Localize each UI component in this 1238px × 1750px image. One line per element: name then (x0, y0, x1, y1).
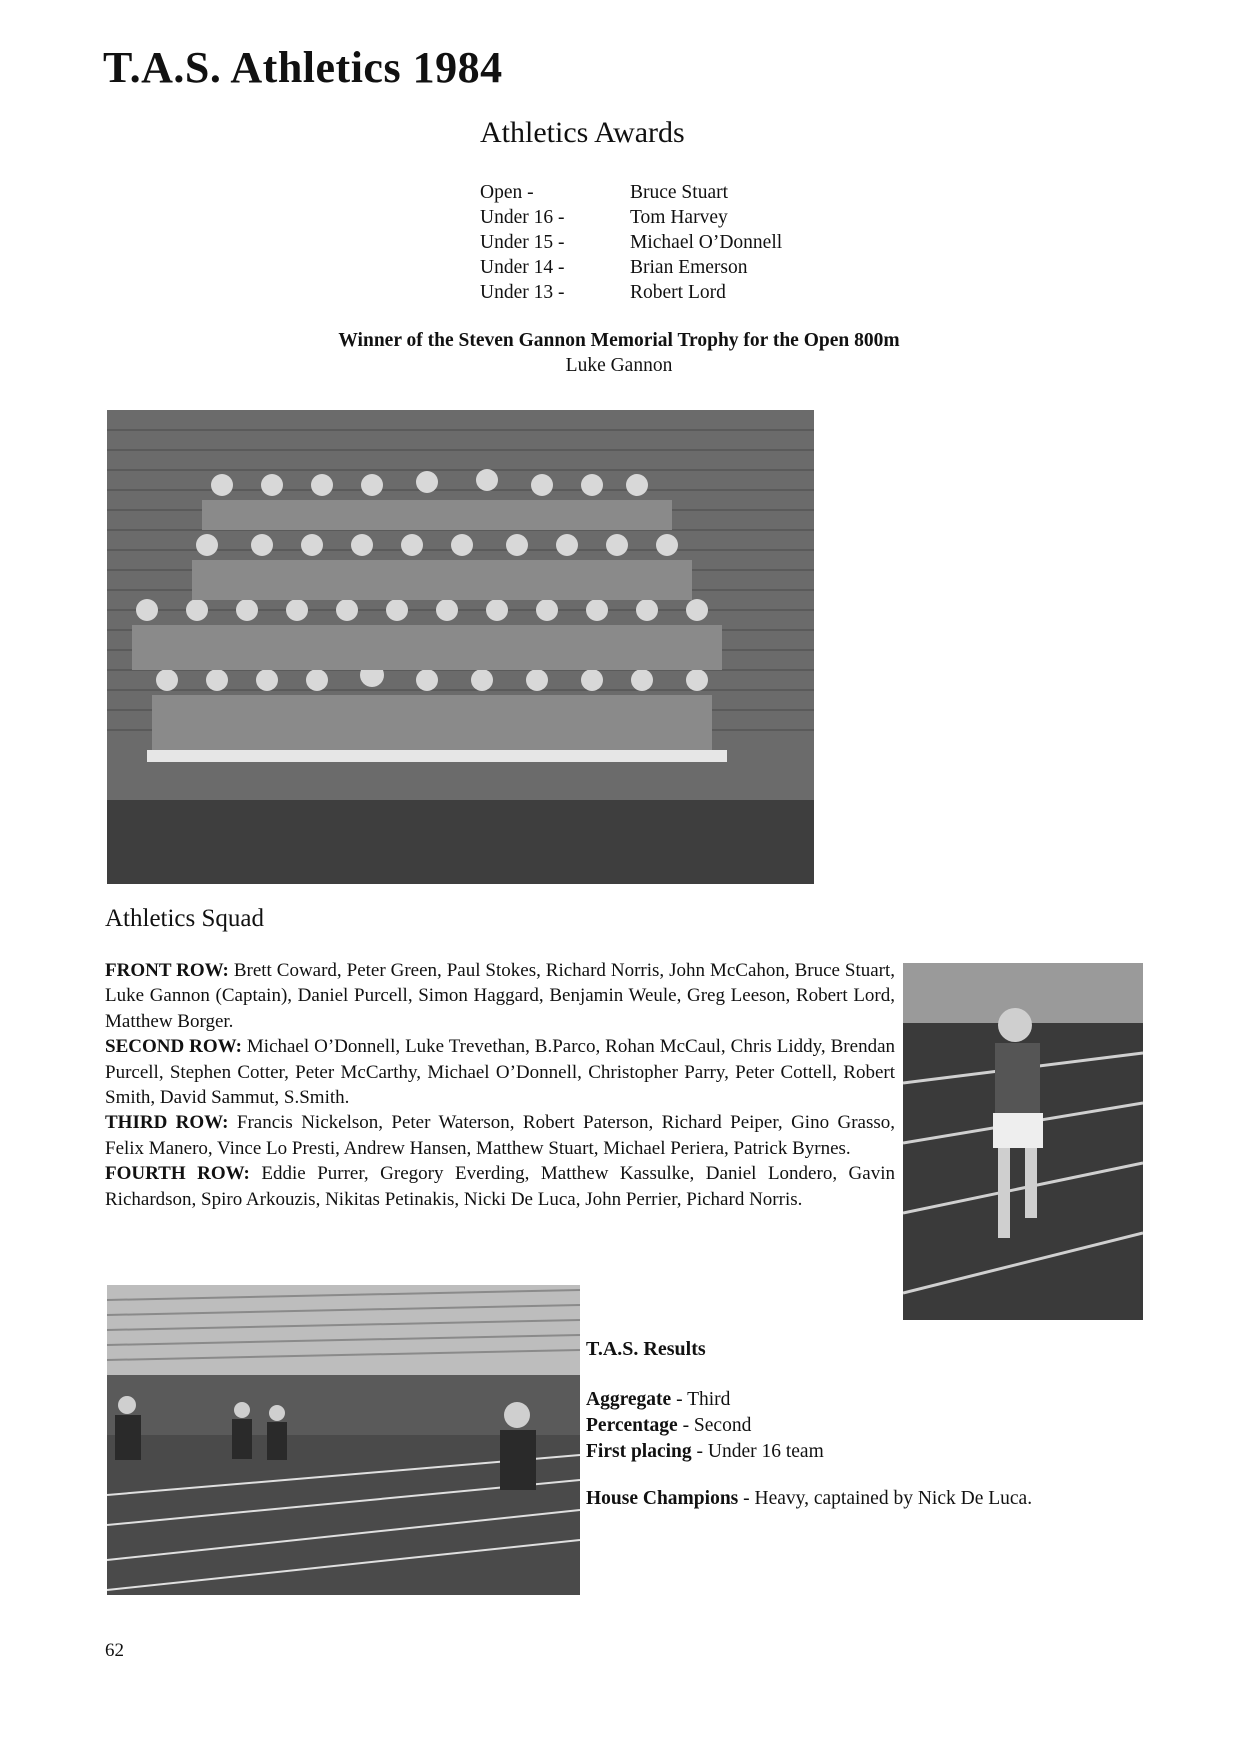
result-label: Aggregate (586, 1389, 672, 1410)
runner-photo (903, 963, 1143, 1320)
result-value: - Third (676, 1389, 731, 1410)
result-label: Percentage (586, 1415, 678, 1436)
award-winner: Brian Emerson (630, 257, 748, 278)
award-row (480, 180, 782, 205)
result-value: - Second (682, 1415, 752, 1436)
award-category: Open - (480, 182, 534, 203)
squad-row (105, 958, 895, 1034)
award-winner: Tom Harvey (630, 207, 728, 228)
award-row (480, 230, 782, 255)
award-winner: Michael O’Donnell (630, 232, 783, 253)
track-photo (107, 1285, 580, 1595)
awards-table (480, 180, 782, 305)
house-label: House Champions (586, 1488, 739, 1509)
result-value: - Under 16 team (696, 1441, 824, 1462)
trophy-title: Winner of the Steven Gannon Memorial Trophy for the Open 800m (338, 330, 900, 351)
row-names: Michael O’Donnell, Luke Trevethan, B.Parco, Rohan McCaul, Chris Liddy, Brendan Purcell, Stephen Cotter, Peter McCarthy, Michael O’Donnell, Christopher Parry, Peter Cottell, Robert Smith, David Sammut, S.Smith. (105, 1036, 895, 1109)
page-title: T.A.S. Athletics 1984 (103, 43, 503, 92)
award-category: Under 13 - (480, 282, 565, 303)
trophy-winner: Luke Gannon (565, 355, 673, 376)
row-label: FOURTH ROW: (105, 1163, 250, 1185)
result-item (586, 1387, 824, 1413)
squad-row (105, 1034, 895, 1110)
award-row (480, 255, 782, 280)
row-names: Brett Coward, Peter Green, Paul Stokes, Richard Norris, John McCahon, Bruce Stuart, Luke Gannon (Captain), Daniel Purcell, Simon Haggard, Benjamin Weule, Greg Leeson, Robert Lord, Matthew Borger. (105, 960, 896, 1032)
row-label: FRONT ROW: (105, 960, 229, 981)
row-names: Francis Nickelson, Peter Waterson, Robert Paterson, Richard Peiper, Gino Grasso, Felix Manero, Vince Lo Presti, Andrew Hansen, Matthew Stuart, Michael Periera, Patrick Byrnes. (105, 1112, 895, 1159)
result-item (586, 1439, 824, 1465)
squad-row (105, 1161, 895, 1212)
team-photo (107, 410, 814, 884)
row-label: SECOND ROW: (105, 1036, 242, 1058)
house-champions (586, 1488, 1032, 1510)
result-label: First placing (586, 1441, 692, 1462)
row-names: Eddie Purrer, Gregory Everding, Matthew Kassulke, Daniel Londero, Gavin Richardson, Spiro Arkouzis, Nikitas Petinakis, Nicki De Luca, John Perrier, Pichard Norris. (105, 1163, 895, 1210)
results-heading: T.A.S. Results (586, 1338, 706, 1360)
row-label: THIRD ROW: (105, 1112, 229, 1134)
award-winner: Robert Lord (630, 282, 726, 303)
award-row (480, 280, 782, 305)
result-item (586, 1413, 824, 1439)
page-number: 62 (105, 1640, 124, 1661)
award-row (480, 205, 782, 230)
house-value: - Heavy, captained by Nick De Luca. (743, 1488, 1033, 1509)
squad-list (105, 958, 895, 1212)
award-category: Under 16 - (480, 207, 565, 228)
squad-row (105, 1110, 895, 1161)
squad-heading: Athletics Squad (105, 905, 265, 932)
award-category: Under 15 - (480, 232, 565, 253)
award-winner: Bruce Stuart (630, 182, 729, 203)
award-category: Under 14 - (480, 257, 565, 278)
awards-heading: Athletics Awards (480, 116, 685, 149)
results-list (586, 1387, 824, 1465)
